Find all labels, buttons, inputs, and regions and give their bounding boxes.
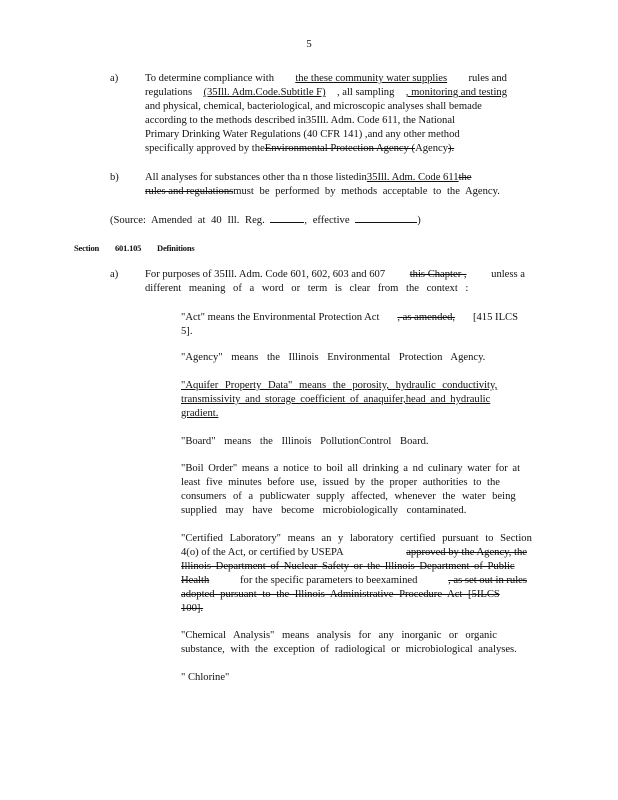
- text-line: [181, 560, 527, 574]
- text-line: [181, 643, 528, 657]
- text-run: consumers of a publicwater supply affected, whenever the water being: [181, 491, 516, 502]
- inserted-text: , monitoring and testing: [405, 87, 507, 98]
- section-number: 601.105: [115, 243, 142, 253]
- page-number: 5: [306, 38, 312, 50]
- text-line: [181, 490, 531, 504]
- text-run: 4(o) of the Act, or certified by USEPA: [181, 547, 344, 558]
- definition-board: [181, 435, 441, 449]
- definition-chlorine: [181, 671, 301, 685]
- text-line: [181, 532, 532, 546]
- text-line: [145, 114, 507, 128]
- text-run: To determine compliance with: [145, 73, 274, 84]
- inserted-text: "Aquifer Property Data" means the porosity, hydraulic conductivity,: [181, 380, 498, 391]
- text-line: [181, 351, 486, 365]
- text-run: specifically approved by the: [145, 143, 265, 154]
- text-run: 5].: [181, 326, 193, 337]
- text-line: [181, 588, 527, 602]
- text-line: [181, 462, 531, 476]
- text-line: [145, 142, 507, 156]
- deleted-text: this Chapter ,: [409, 269, 467, 280]
- deleted-text: Environmental Protection Agency (: [264, 143, 416, 154]
- inserted-text: the these community water supplies: [295, 73, 448, 84]
- deleted-text: , as set out in rules: [448, 575, 527, 586]
- text-line: [181, 602, 527, 616]
- text-run: "Act" means the Environmental Protection Act: [181, 312, 380, 323]
- blank-line: [355, 212, 417, 223]
- deleted-text: ).: [448, 143, 455, 154]
- text-line: [181, 379, 509, 393]
- text-line: [145, 86, 507, 100]
- text-run: "Chemical Analysis" means analysis for any inorganic or organic: [181, 630, 497, 641]
- text-run: different meaning of a word or term is clear from the context :: [145, 283, 469, 294]
- section-title: Definitions: [157, 243, 195, 253]
- text-line: [145, 282, 525, 296]
- inserted-text: transmissivity and storage coefficient of anaquifer,head and hydraulic: [181, 394, 491, 405]
- deleted-text: Illinois Department of Nuclear Safety or the Illinois Department of Public: [181, 561, 515, 572]
- text-run: "Certified Laboratory" means an y laboratory certified pursuant to Section: [181, 533, 532, 544]
- text-run: must be performed by methods acceptable to the Agency.: [233, 186, 500, 197]
- text-run: unless a: [491, 269, 525, 280]
- text-run: " Chlorine": [181, 672, 230, 683]
- text-line: [145, 268, 525, 282]
- text-run: Agency: [415, 143, 449, 154]
- text-line: [181, 435, 441, 449]
- text-run: All analyses for substances other tha n those listedin: [145, 172, 367, 183]
- text-run: "Agency" means the Illinois Environmental Protection Agency.: [181, 352, 486, 363]
- definition-certified-laboratory: [181, 532, 532, 616]
- text-line: [145, 72, 507, 86]
- defs-a-label: a): [110, 269, 119, 280]
- text-line: [181, 407, 509, 421]
- item-b-paragraph: [145, 171, 519, 199]
- deleted-text: Health: [181, 575, 210, 586]
- defs-a-paragraph: [145, 268, 525, 296]
- text-run: "Boil Order" means a notice to boil all drinking a nd culinary water for at: [181, 463, 521, 474]
- section-label: Section: [74, 243, 100, 253]
- deleted-text: , as amended,: [397, 312, 456, 323]
- text-line: [181, 546, 527, 560]
- text-run: supplied may have become microbiologically contaminated.: [181, 505, 467, 516]
- text-line: [181, 504, 531, 518]
- text-line: [145, 185, 519, 199]
- definition-chemical-analysis: [181, 629, 528, 657]
- text-run: [415 ILCS: [472, 312, 518, 323]
- text-line: [145, 100, 507, 114]
- text-line: [145, 171, 519, 185]
- item-a-label: a): [110, 73, 119, 84]
- source-end: ): [417, 215, 421, 226]
- text-line: [181, 574, 527, 588]
- text-run: regulations: [145, 87, 193, 98]
- text-line: [181, 476, 531, 490]
- item-a-paragraph: [145, 72, 507, 156]
- inserted-text: 35Ill. Adm. Code 611: [366, 172, 459, 183]
- source-note: [110, 212, 421, 228]
- text-run: and physical, chemical, bacteriological, and microscopic analyses shall bemade: [145, 101, 482, 112]
- text-line: [181, 393, 509, 407]
- deleted-text: adopted pursuant to the Illinois Administrative Procedure Act [5ILCS: [181, 589, 500, 600]
- text-run: Primary Drinking Water Regulations (40 CFR 141) ,and any other method: [145, 129, 460, 140]
- definition-boil-order: [181, 462, 531, 518]
- source-mid: , effective: [304, 215, 356, 226]
- definition-act: [181, 311, 518, 339]
- deleted-text: 100].: [181, 603, 204, 614]
- text-line: [181, 325, 518, 339]
- blank-line: [270, 212, 304, 223]
- text-line: [181, 629, 528, 643]
- text-run: , all sampling: [336, 87, 395, 98]
- deleted-text: the: [458, 172, 472, 183]
- deleted-text: approved by the Agency, the: [406, 547, 527, 558]
- text-line: [181, 671, 301, 685]
- inserted-text: gradient.: [181, 408, 219, 419]
- text-run: rules and: [468, 73, 507, 84]
- definition-aquifer-property-data: [181, 379, 509, 421]
- text-run: "Board" means the Illinois PollutionControl Board.: [181, 436, 429, 447]
- definition-agency: [181, 351, 486, 365]
- text-run: for the specific parameters to beexamined: [240, 575, 418, 586]
- text-run: least five minutes before use, issued by the proper authorities to the: [181, 477, 500, 488]
- text-line: [181, 311, 518, 325]
- text-run: substance, with the exception of radiological or microbiological analyses.: [181, 644, 517, 655]
- source-text: (Source: Amended at 40 Ill. Reg.: [110, 215, 271, 226]
- deleted-text: rules and regulations: [145, 186, 234, 197]
- text-line: [145, 128, 507, 142]
- text-run: For purposes of 35Ill. Adm. Code 601, 602, 603 and 607: [145, 269, 386, 280]
- text-run: according to the methods described in35Ill. Adm. Code 611, the National: [145, 115, 455, 126]
- item-b-label: b): [110, 172, 119, 183]
- inserted-text: (35Ill. Adm.Code.Subtitle F): [203, 87, 326, 98]
